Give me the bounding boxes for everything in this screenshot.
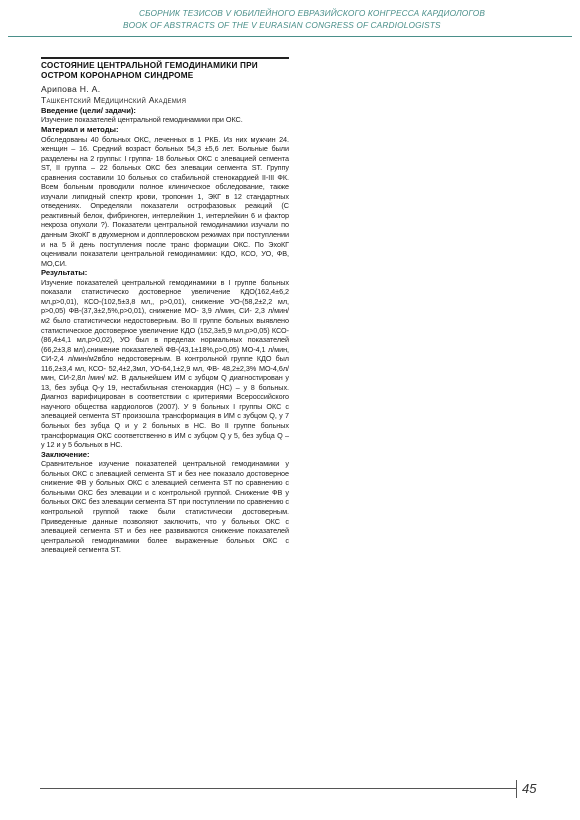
- section-heading-methods: Материал и методы:: [41, 124, 119, 134]
- section-text-methods: Обследованы 40 больных ОКС, леченных в 1 РКБ. Из них мужчин 24. женщин – 16. Средний возраст больных 54,3 ±5,6 лет. Больные были разделены на 2 группы: I группа- 18 больных ОКС с элевацией сегмента ST, II группа – 22 больных ОКС без элевации сегмента ST. Группу сравнения составили 10 больных со стабильной стенокардией II-III ФК. Всем больным проводили полное клиническое обследование, также изучали липидный спектр крови, тропонин 1, ЭКГ в 12 стандартных отведениях. Определяли показатели острофазовых реакций (С реактивный белок, фибриноген, интерлейкин 1, интерлейкин 6 и фактор некроза опухоли ?). Показатели центральной гемодинамики изучали по данным ЭхоКГ в двухмерном и допплеровском режимах при поступлении и на 5 й день поступления после транс формации ОКС. По ЭхоКГ оценивали показатели центральной гемодинамики: КДО, КСО, УО, ФВ, МО,СИ.: [41, 134, 289, 268]
- article-institution: Ташкентский Медицинский Академия: [41, 94, 187, 105]
- title-top-rule: [41, 57, 289, 59]
- header-divider: [8, 36, 572, 37]
- footer-divider: [40, 788, 516, 789]
- footer-page-separator: [516, 780, 517, 798]
- section-heading-results: Результаты:: [41, 268, 88, 278]
- section-text-introduction: Изучение показателей центральной гемодинамики при ОКС.: [41, 115, 243, 125]
- article-author: Арипова Н. А.: [41, 83, 101, 94]
- section-heading-conclusion: Заключение:: [41, 449, 90, 459]
- page-number: 45: [522, 781, 537, 796]
- header-title-en: BOOK OF ABSTRACTS OF THE V EURASIAN CONGRESS OF CARDIOLOGISTS: [123, 20, 441, 30]
- section-text-results: Изучение показателей центральной гемодинамики в I группе больных показали статистическо достоверное увеличение КДО(162,4±6,2 мл,р>0,01), КСО-(102,5±3,8 мл,, р>0,01), снижение УО-(58,2±2,2 мл, р>0,05) ФВ-(37,3±2,5%,р>0,01), снижение МО- 3,9 л/мин, СИ- 2,3 л/мин/ м2 было статистически недостоверным. Во II группе больных выявлено статистическое достоверное увеличение КДО (152,3±5,9 мл,р>0,05) КСО-(86,4±4,1 мл,р>0,02), УО был в пределах нормальных показателей (66,2±3,8 мл),снижение показателей ФВ-(43,1±18%,р>0,05) МО-4,1 л/мин, СИ-2,4 л/мин/м2вбло недостоверным. В контрольной группе КДО был 116,2±3,4 мл, КСО- 52,4±2,3мл, УО-64,1±2,9 мл, ФВ- 48,2±2,3% МО-4,6л/мин, СИ-2,8л /мин/ м2. В дальнейшем ИМ с зубцом Q диагностирован у 13, без зубца Q-у 19, нестабильная стенокардия (НС) – у 8 больных. Диагноз варифицирован в соответствии с критериями Всероссийского научного общества кардиологов (2007). У 9 больных I группы ОКС с элевацией сегмента ST произошла трансформация в ИМ с зубцом Q, у 7 больных без зубца Q и у 2 больных в НС. Во II группе больных трансформация ОКС соответственно в ИМ с зубцом Q у 5, без зубца Q – у 12 и у 5 больных в НС.: [41, 277, 289, 450]
- article-title: СОСТОЯНИЕ ЦЕНТРАЛЬНОЙ ГЕМОДИНАМИКИ ПРИ ОСТРОМ КОРОНАРНОМ СИНДРОМЕ: [41, 61, 258, 81]
- section-heading-introduction: Введение (цели/ задачи):: [41, 105, 136, 115]
- abstract-column: [41, 57, 289, 555]
- header-title-ru: СБОРНИК ТЕЗИСОВ V ЮБИЛЕЙНОГО ЕВРАЗИЙСКОГО КОНГРЕССА КАРДИОЛОГОВ: [139, 8, 486, 18]
- section-text-conclusion: Сравнительное изучение показателей центральной гемодинамики у больных ОКС с элевацией сегмента ST и без нее показало достоверное снижение ФВ у больных ОКС с элевацией сегмента ST по сравнению с больными ОКС без элевации и с контрольной группой. Снижение ФВ у больных ОКС без элевации сегмента ST при поступлении по сравнению с контрольной группой также были статистически достоверным. Приведенные данные позволяют заключить, что у больных ОКС с элевацией сегмента ST и без нее развиваются снижение показателей центральной гемодинамики более выраженные больных ОКС с элевацией сегмента ST.: [41, 459, 289, 555]
